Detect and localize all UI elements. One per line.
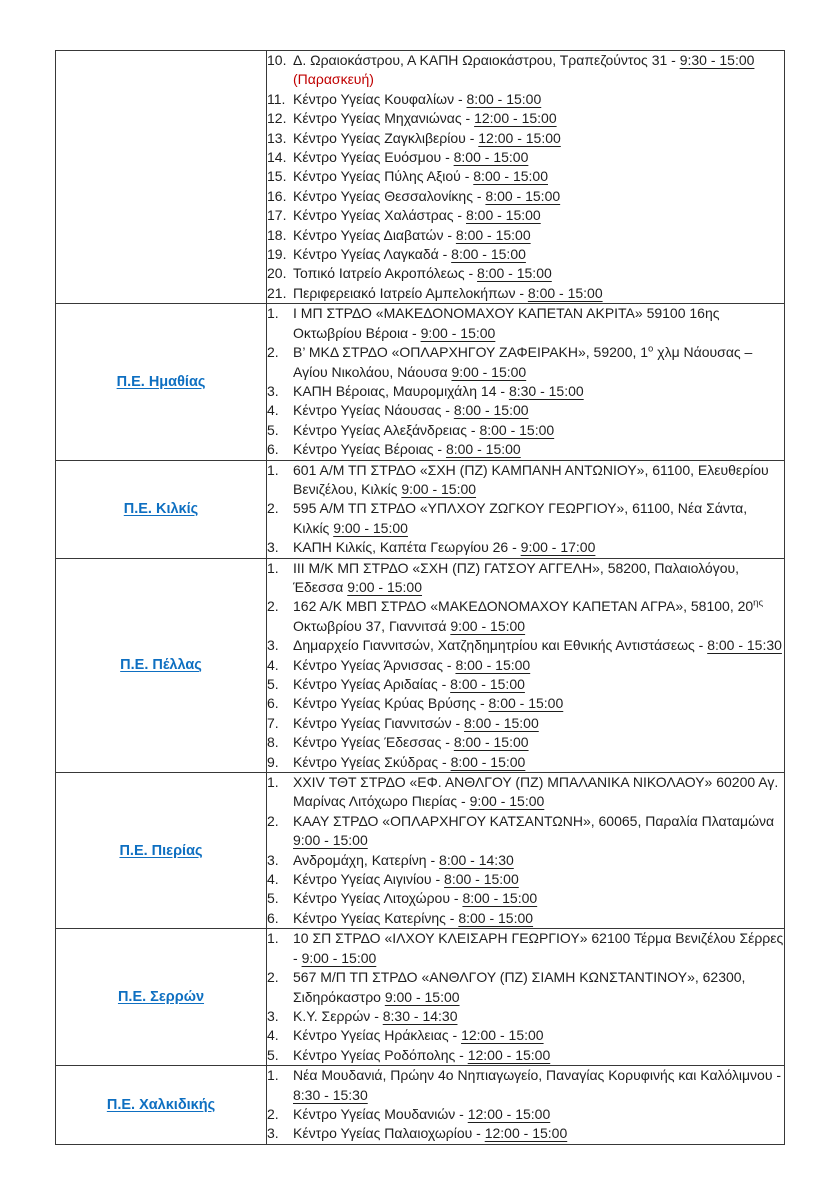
region-label-link[interactable]: Π.Ε. Σερρών [117,989,205,1006]
item-body [293,538,784,557]
item-number: 10. [267,52,287,68]
item-text: ΙΙΙ Μ/Κ ΜΠ ΣΤΡΔΟ «ΣΧΗ (ΠΖ) ΓΑΤΣΟΥ ΑΓΓΕΛΗ», 58200, Παλαιολόγου, Έδεσσα [293,559,740,595]
list-item [267,401,784,420]
item-text: Κέντρο Υγείας Αριδαίας - [293,676,451,692]
item-body [293,226,784,245]
item-hours: 8:30 - 15:30 [293,1086,368,1103]
list-item [267,870,784,889]
items-cell [267,929,785,1066]
item-hours: 9:00 - 15:00 [347,578,423,595]
item-hours: 8:00 - 15:00 [479,421,555,438]
item-number: 5. [267,1046,279,1063]
item-number: 13. [267,129,287,146]
item-hours: 8:00 - 15:00 [453,402,529,419]
item-text: Κέντρο Υγείας Χαλάστρας - [293,207,466,224]
region-cell [56,929,267,1066]
item-body [293,636,784,655]
item-number: 3. [267,851,279,868]
item-number: 14. [267,149,287,166]
item-hours: 9:00 - 15:00 [450,617,526,634]
item-hours: 8:00 - 15:00 [455,656,531,673]
item-body [293,597,784,636]
item-number: 5. [267,676,279,692]
item-number: 17. [267,207,287,224]
list-item [267,1105,784,1124]
item-number: 4. [267,1027,279,1044]
item-hours: 8:30 - 14:30 [382,1007,458,1024]
item-hours: 9:30 - 15:00 [679,52,755,68]
item-text: Κέντρο Υγείας Κουφαλίων - [293,90,467,107]
item-body [293,461,784,500]
list-item [267,264,784,283]
item-number: 2. [267,812,279,829]
item-hours: 12:00 - 15:00 [467,1046,551,1063]
item-number: 5. [267,890,279,907]
list-item [267,656,784,675]
item-hours: 9:00 - 15:00 [469,793,545,810]
list-item [267,51,784,90]
item-hours: 8:00 - 15:00 [485,187,561,204]
item-hours: 9:00 - 15:00 [301,949,377,966]
list-item [267,733,784,752]
list-item [267,675,784,694]
item-body [293,1007,784,1026]
region-label-link[interactable]: Π.Ε. Κιλκίς [123,501,199,518]
item-hours: 9:00 - 15:00 [420,324,496,341]
item-number: 2. [267,344,279,361]
item-text: Κέντρο Υγείας Παλαιοχωρίου - [293,1125,485,1142]
item-hours: 8:00 - 15:00 [450,676,525,692]
item-number: 1. [267,305,279,322]
region-cell [56,304,267,460]
list-item [267,753,784,772]
item-number: 20. [267,265,287,282]
item-number: 3. [267,637,279,654]
list-item [267,187,784,206]
item-number: 15. [267,168,287,185]
item-hours: 12:00 - 15:00 [467,1105,551,1122]
list-item [267,284,784,303]
item-text: ΚΑΠΗ Κιλκίς, Καπέτα Γεωργίου 26 - [293,539,521,556]
list-item [267,636,784,655]
item-body [293,382,784,401]
list-item [267,559,784,598]
item-body [293,870,784,889]
item-text: Κέντρο Υγείας Βέροιας - [293,441,446,458]
item-body [293,1124,784,1143]
item-hours: 8:00 - 15:00 [444,871,519,888]
item-hours: 12:00 - 15:00 [461,1027,544,1044]
item-text: Β’ ΜΚΔ ΣΤΡΔΟ «ΟΠΛΑΡΧΗΓΟΥ ΖΑΦΕΙΡΑΚΗ», 59200, $1^o$ χλμ Νάουσας – Αγίου Νικολάου, Νάουσα [293,343,753,380]
region-cell [56,1066,267,1145]
item-number: 3. [267,1125,279,1142]
region-label-link[interactable]: Π.Ε. Πέλλας [120,657,202,674]
list-item [267,461,784,500]
item-body [293,206,784,225]
item-text: 601 Α/Μ ΤΠ ΣΤΡΔΟ «ΣΧΗ (ΠΖ) ΚΑΜΠΑΝΗ ΑΝΤΩΝΙΟΥ», 61100, Ελευθερίου Βενιζέλου, Κιλκίς [293,461,769,497]
list-item [267,812,784,851]
list-item [267,304,784,343]
item-number: 3. [267,1007,279,1024]
list-item [267,773,784,812]
list-item [267,694,784,713]
item-body [293,343,784,382]
region-row [56,558,785,772]
list-item [267,1026,784,1045]
item-hours: 8:00 - 15:00 [450,753,526,770]
list-item [267,343,784,382]
item-number: 3. [267,539,279,556]
superscript-text: ης [753,597,764,609]
item-text: Δημαρχείο Γιαννιτσών, Χατζηδημητρίου και Εθνικής Αντιστάσεως - [293,637,708,654]
list-item [267,129,784,148]
item-body [293,753,784,772]
region-cell [56,773,267,929]
list-item [267,851,784,870]
item-text: Κέντρο Υγείας Λιτοχώρου - [293,890,463,907]
region-label-link[interactable]: Π.Ε. Ημαθίας [116,373,206,390]
list-item [267,90,784,109]
item-number: 4. [267,656,279,673]
item-text: Κέντρο Υγείας Άρνισσας - [293,656,456,673]
item-text: Ανδρομάχη, Κατερίνη - [293,851,440,868]
items-cell [267,304,785,460]
region-label-link[interactable]: Π.Ε. Χαλκιδικής [106,1096,216,1113]
item-number: 16. [267,187,287,204]
item-text: Κέντρο Υγείας Διαβατών - [293,226,456,243]
item-hours: 8:00 - 15:00 [477,265,552,282]
item-body [293,968,784,1007]
item-number: 18. [267,226,287,243]
item-body [293,440,784,459]
item-hours: 12:00 - 15:00 [474,110,557,127]
item-body [293,812,784,851]
item-body [293,499,784,538]
item-number: 1. [267,1067,279,1084]
item-text: Κέντρο Υγείας Έδεσσας - [293,734,454,751]
item-hours: 9:00 - 15:00 [293,832,368,849]
list-item [267,499,784,538]
item-text: Κέντρο Υγείας Ροδόπολης - [293,1046,468,1063]
item-body [293,909,784,928]
item-number: 11. [267,90,286,107]
item-hours: 8:30 - 15:00 [508,382,584,399]
item-body [293,1066,784,1105]
item-number: 4. [267,402,279,419]
item-number: 9. [267,753,279,770]
item-text: Κέντρο Υγείας Ζαγκλιβερίου - [293,129,479,146]
region-row [56,929,785,1066]
item-body [293,1105,784,1124]
item-hours: 9:00 - 15:00 [401,480,477,497]
list-item [267,148,784,167]
item-text: Κέντρο Υγείας Θεσσαλονίκης - [293,187,486,204]
list-item [267,421,784,440]
item-hours: 8:00 - 15:00 [473,168,548,185]
item-text: Κέντρο Υγείας Κρύας Βρύσης - [293,695,489,712]
item-hours: 8:00 - 15:30 [707,637,782,654]
list-item [267,1124,784,1143]
item-text: XXIV ΤΘΤ ΣΤΡΔΟ «ΕΦ. ΑΝΘΛΓΟΥ (ΠΖ) ΜΠΑΛΑΝΙΚΑ ΝΙΚΟΛΑΟΥ» 60200 Αγ. Μαρίνας Λιτόχωρο Πιερίας - [293,774,779,810]
region-row [56,51,785,304]
list-item [267,206,784,225]
item-hours: 8:00 - 15:00 [458,909,534,926]
item-body [293,889,784,908]
region-row [56,773,785,929]
list-item [267,909,784,928]
item-hours: 9:00 - 15:00 [451,363,527,380]
item-number: 1. [267,559,279,576]
item-hours: 9:00 - 17:00 [520,539,596,556]
list-item [267,1046,784,1065]
list-item [267,597,784,636]
item-hours: 8:00 - 15:00 [455,226,531,243]
item-body [293,559,784,598]
item-number: 2. [267,1105,279,1122]
item-text: Κέντρο Υγείας Ευόσμου - [293,149,454,166]
item-body [293,694,784,713]
item-text: ΚΑΠΗ Βέροιας, Μαυρομιχάλη 14 - [293,382,509,399]
item-hours: 8:00 - 15:00 [453,149,529,166]
item-number: 2. [267,500,279,517]
item-number: 7. [267,714,279,731]
region-row [56,1066,785,1145]
list-item [267,1066,784,1105]
item-number: 6. [267,909,279,926]
items-cell [267,51,785,304]
region-row [56,460,785,558]
list-item [267,714,784,733]
list-item [267,226,784,245]
item-text: Περιφερειακό Ιατρείο Αμπελοκήπων - [293,284,528,301]
item-body [293,1046,784,1065]
item-text: Κέντρο Υγείας Σκύδρας - [293,753,451,770]
item-number: 2. [267,969,279,986]
item-hours: 8:00 - 15:00 [527,284,603,301]
item-hours: 8:00 - 15:00 [466,90,542,107]
item-number: 2. [267,598,279,615]
item-hours: 8:00 - 15:00 [451,246,526,263]
item-text: Κέντρο Υγείας Μηχανιώνας - [293,110,475,127]
item-text: Κέντρο Υγείας Ηράκλειας - [293,1027,462,1044]
table-body [56,51,785,1145]
item-number: 5. [267,421,279,438]
item-body [293,304,784,343]
item-text: Κέντρο Υγείας Γιαννιτσών - [293,714,465,731]
item-body [293,90,784,109]
item-text: Κέντρο Υγείας Αλεξάνδρειας - [293,421,480,438]
item-text: 162 Α/Κ ΜΒΠ ΣΤΡΔΟ «ΜΑΚΕΔΟΝΟΜΑΧΟΥ ΚΑΠΕΤΑΝ ΑΓΡΑ», 58100, $20^{\eta\varsigma}$ Οκτωβρίου 37, Γιαννιτσά [293,597,764,634]
item-body [293,51,784,90]
item-number: 6. [267,695,279,712]
item-body [293,733,784,752]
region-label-link[interactable]: Π.Ε. Πιερίας [119,842,203,859]
item-text: Κέντρο Υγείας Λαγκαδά - [293,246,452,263]
item-hours: 8:00 - 15:00 [488,695,564,712]
list-item [267,1007,784,1026]
item-body [293,284,784,303]
items-cell [267,773,785,929]
item-body [293,656,784,675]
region-cell [56,51,267,304]
item-body [293,1026,784,1045]
item-body [293,675,784,694]
item-text: Κέντρο Υγείας Νάουσας - [293,402,454,419]
list-item [267,440,784,459]
items-cell [267,1066,785,1145]
item-number: 12. [267,110,287,127]
item-number: 3. [267,382,279,399]
item-number: 19. [267,246,287,263]
item-text: Κ.Υ. Σερρών - [293,1007,383,1024]
item-text: ΚΑΑΥ ΣΤΡΔΟ «ΟΠΛΑΡΧΗΓΟΥ ΚΑΤΣΑΝΤΩΝΗ», 60065, Παραλία Πλαταμώνα [293,812,775,829]
item-text: Τοπικό Ιατρείο Ακροπόλεως - [293,265,478,282]
item-body [293,421,784,440]
item-hours: 12:00 - 15:00 [484,1125,568,1142]
item-body [293,773,784,812]
item-text: Νέα Μουδανιά, Πρώην 4ο Νηπιαγωγείο, Παναγίας Κορυφινής και Καλόλιμνου - [293,1067,782,1084]
item-hours: 8:00 - 15:00 [465,207,541,224]
item-hours: 12:00 - 15:00 [478,129,561,146]
item-hours: 9:00 - 15:00 [333,519,408,536]
item-text: Κέντρο Υγείας Αιγινίου - [293,871,445,888]
vaccination-locations-table [55,50,785,1145]
list-item [267,929,784,968]
item-text: Ι ΜΠ ΣΤΡΔΟ «ΜΑΚΕΔΟΝΟΜΑΧΟΥ ΚΑΠΕΤΑΝ ΑΚΡΙΤΑ» 59100 16ης Οκτωβρίου Βέροια - [293,305,720,341]
item-hours: 8:00 - 15:00 [464,714,539,731]
item-hours: 8:00 - 15:00 [462,890,538,907]
item-number: 1. [267,930,279,947]
item-text: Δ. Ωραιοκάστρου, Α ΚΑΠΗ Ωραιοκάστρου, Τραπεζούντος 31 - [293,52,680,68]
list-item [267,382,784,401]
list-item [267,889,784,908]
item-text: Κέντρο Υγείας Πύλης Αξιού - [293,168,474,185]
item-text: Κέντρο Υγείας Μουδανιών - [293,1105,468,1122]
item-number: 8. [267,734,279,751]
item-hours: 8:00 - 15:00 [445,441,521,458]
superscript-text: ο [648,343,654,355]
item-body [293,129,784,148]
item-body [293,245,784,264]
list-item [267,538,784,557]
item-body [293,187,784,206]
item-text: 595 Α/Μ ΤΠ ΣΤΡΔΟ «ΥΠΛΧΟΥ ΖΩΓΚΟΥ ΓΕΩΡΓΙΟΥ», 61100, Νέα Σάντα, Κιλκίς [293,500,748,536]
list-item [267,167,784,186]
item-number: 6. [267,441,279,458]
item-hours: 8:00 - 15:00 [453,734,529,751]
list-item [267,109,784,128]
item-number: 21. [267,284,287,301]
item-hours: 8:00 - 14:30 [439,851,514,868]
item-body [293,148,784,167]
item-number: 4. [267,871,279,888]
item-day-note: (Παρασκευή) [293,71,374,88]
items-cell [267,460,785,558]
item-body [293,929,784,968]
item-body [293,851,784,870]
items-cell [267,558,785,772]
item-body [293,264,784,283]
region-row [56,304,785,460]
item-number: 1. [267,774,279,791]
region-cell [56,558,267,772]
item-number: 1. [267,461,279,478]
item-text: 567 Μ/Π ΤΠ ΣΤΡΔΟ «ΑΝΘΛΓΟΥ (ΠΖ) ΣΙΑΜΗ ΚΩΝΣΤΑΝΤΙΝΟΥ», 62300, Σιδηρόκαστρο [293,969,746,1005]
list-item [267,245,784,264]
item-hours: 9:00 - 15:00 [384,988,460,1005]
item-body [293,167,784,186]
item-body [293,401,784,420]
region-cell [56,460,267,558]
item-text: 10 ΣΠ ΣΤΡΔΟ «ΙΛΧΟΥ ΚΛΕΙΣΑΡΗ ΓΕΩΡΓΙΟΥ» 62100 Τέρμα Βενιζέλου Σέρρες - [293,930,784,966]
item-body [293,714,784,733]
item-text: Κέντρο Υγείας Κατερίνης - [293,909,459,926]
list-item [267,968,784,1007]
item-body [293,109,784,128]
